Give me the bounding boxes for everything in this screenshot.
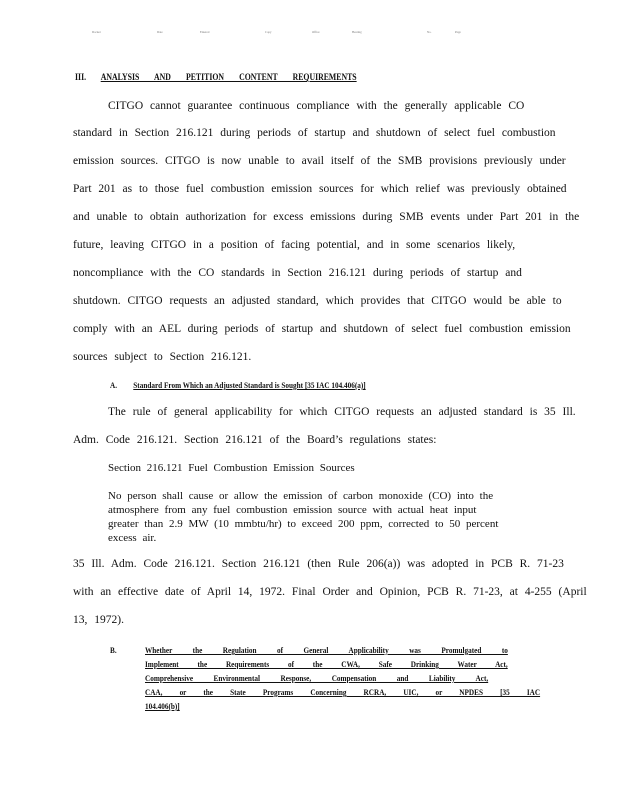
subsection-b-title-line: Comprehensive Environmental Response, Compensation and Liability Act,	[145, 673, 489, 683]
quote-line: greater than 2.9 MW (10 mmbtu/hr) to exceed 200 ppm, corrected to 50 percent	[108, 518, 499, 530]
header-fragment: Page	[455, 30, 461, 34]
paragraph-line: and unable to obtain authorization for excess emissions during SMB events under Part 201 in the	[73, 211, 580, 223]
paragraph-line: noncompliance with the CO standards in Section 216.121 during periods of startup and	[73, 267, 522, 279]
subsection-b-title-line: CAA, or the State Programs Concerning RCRA, UIC, or NPDES [35 IAC	[145, 687, 541, 697]
subsection-a-title: Standard From Which an Adjusted Standard is Sought [35 IAC 104.406(a)]	[133, 380, 366, 390]
subsection-b-label: B.	[110, 645, 117, 655]
paragraph-line: future, leaving CITGO in a position of facing potential, and in some scenarios likely,	[73, 239, 516, 251]
section-number: III.	[75, 73, 87, 83]
paragraph-line: shutdown. CITGO requests an adjusted standard, which provides that CITGO would be able to	[73, 295, 562, 307]
header-fragment: Date	[157, 30, 163, 34]
subsection-a-label: A.	[110, 380, 118, 390]
header-fragment: No.	[427, 30, 432, 34]
section-title: ANALYSIS AND PETITION CONTENT REQUIREMENTS	[100, 73, 357, 83]
header-fragment: Copy	[265, 30, 272, 34]
paragraph-line: emission sources. CITGO is now unable to avail itself of the SMB provisions previously under	[73, 155, 566, 167]
paragraph-line: comply with an AEL during periods of startup and shutdown of select fuel combustion emission	[73, 323, 571, 335]
subsection-b-title-line: Implement the Requirements of the CWA, Safe Drinking Water Act,	[145, 659, 508, 669]
header-fragment: Hearing	[352, 30, 362, 34]
paragraph-line: 35 Ill. Adm. Code 216.121. Section 216.121 (then Rule 206(a)) was adopted in PCB R. 71-23	[73, 558, 564, 570]
paragraph-line: 13, 1972).	[73, 614, 124, 626]
quote-title: Section 216.121 Fuel Combustion Emission Sources	[108, 462, 355, 474]
page-header-fragments	[92, 30, 482, 38]
paragraph-line: with an effective date of April 14, 1972. Final Order and Opinion, PCB R. 71-23, at 4-255 (April	[73, 586, 587, 598]
section-heading	[75, 73, 357, 83]
paragraph-line: Part 201 as to those fuel combustion emission sources for which relief was previously obtained	[73, 183, 567, 195]
header-fragment: Entered	[200, 30, 210, 34]
subsection-a-heading	[110, 380, 366, 390]
header-fragment: Office	[312, 30, 320, 34]
paragraph-line: CITGO cannot guarantee continuous compliance with the generally applicable CO	[108, 100, 525, 112]
paragraph-line: The rule of general applicability for which CITGO requests an adjusted standard is 35 Ill.	[108, 406, 576, 418]
paragraph-line: standard in Section 216.121 during periods of startup and shutdown of select fuel combustion	[73, 127, 556, 139]
subsection-b-title-line: Whether the Regulation of General Applicability was Promulgated to	[145, 645, 508, 655]
quote-line: excess air.	[108, 532, 157, 544]
quote-line: No person shall cause or allow the emission of carbon monoxide (CO) into the	[108, 490, 494, 502]
quote-line: atmosphere from any fuel combustion emission source with actual heat input	[108, 504, 477, 516]
paragraph-line: sources subject to Section 216.121.	[73, 351, 252, 363]
paragraph-line: Adm. Code 216.121. Section 216.121 of the Board’s regulations states:	[73, 434, 437, 446]
header-fragment: Docket	[92, 30, 101, 34]
subsection-b-title-line: 104.406(b)]	[145, 701, 180, 711]
